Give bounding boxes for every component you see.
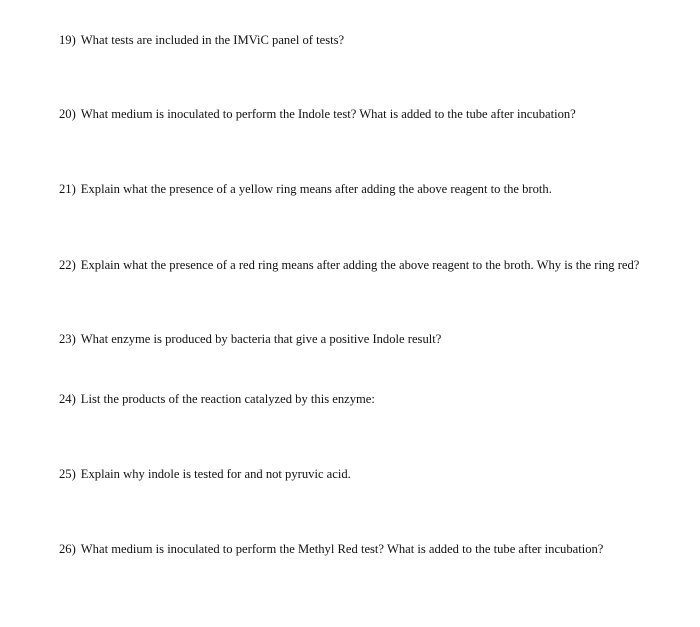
question-23 (59, 331, 441, 347)
question-text: What medium is inoculated to perform the Indole test? What is added to the tube after incubation? (80, 107, 576, 121)
question-19 (59, 32, 344, 48)
question-20 (59, 106, 576, 122)
question-number: 26) (59, 542, 76, 556)
question-24 (59, 391, 375, 407)
question-text: What tests are included in the IMViC panel of tests? (80, 33, 345, 47)
question-21 (59, 181, 552, 197)
question-text: What medium is inoculated to perform the Methyl Red test? What is added to the tube after incubation? (80, 542, 604, 556)
question-number: 19) (59, 33, 76, 47)
question-text: List the products of the reaction catalyzed by this enzyme: (80, 392, 375, 406)
question-26 (59, 541, 603, 557)
question-text: What enzyme is produced by bacteria that give a positive Indole result? (80, 332, 442, 346)
question-number: 25) (59, 467, 76, 481)
question-text: Explain why indole is tested for and not pyruvic acid. (80, 467, 351, 481)
question-number: 24) (59, 392, 76, 406)
question-25 (59, 466, 351, 482)
question-number: 20) (59, 107, 76, 121)
question-text: Explain what the presence of a yellow ring means after adding the above reagent to the broth. (80, 182, 552, 196)
question-number: 21) (59, 182, 76, 196)
question-22 (59, 257, 639, 273)
question-text: Explain what the presence of a red ring means after adding the above reagent to the broth. Why is the ring red? (80, 258, 640, 272)
question-number: 23) (59, 332, 76, 346)
question-number: 22) (59, 258, 76, 272)
